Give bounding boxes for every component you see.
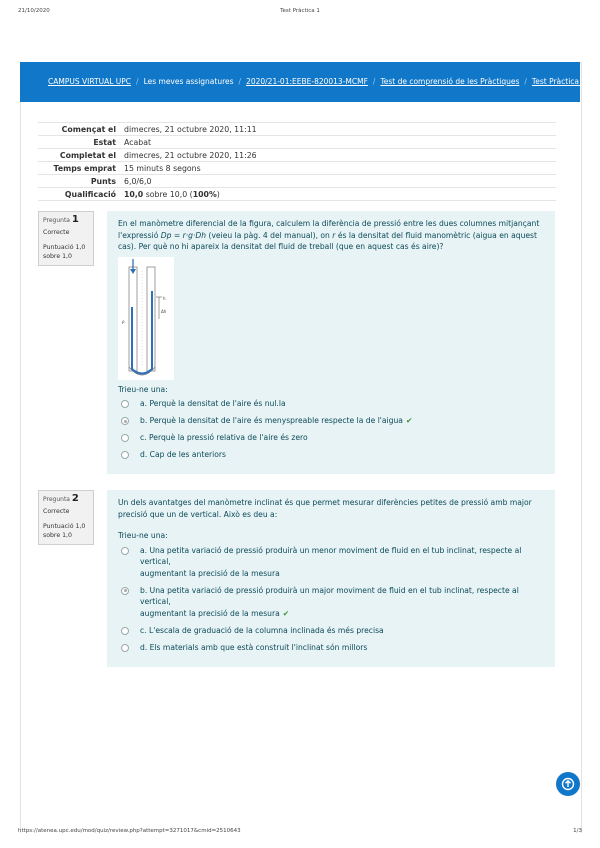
summary-value: Acabat	[122, 136, 556, 149]
option-label: c. L'escala de graduació de la columna inclinada és més precisa	[140, 625, 384, 635]
option-label: c. Perquè la pressió relativa de l'aire és zero	[140, 433, 308, 443]
figure-label-h: h	[163, 295, 166, 301]
answer-prompt: Trieu-ne una:	[118, 531, 168, 540]
option-label-line2: augmentant la precisió de la mesura	[140, 568, 280, 578]
grade-percent: 100%	[192, 189, 217, 199]
question-text-part: és la densitat del fluid manomètric (aigua en aquest cas). Per què no hi apareix la densitat del fluid de treball (que en aquest cas és aire)?	[118, 230, 537, 251]
question-text	[118, 218, 545, 253]
breadcrumb-campus[interactable]: CAMPUS VIRTUAL UPC	[48, 77, 132, 86]
print-date: 21/10/2020	[18, 8, 50, 14]
grade-close: )	[216, 189, 220, 199]
option-label: a. Perquè la densitat de l'aire és nul.la	[140, 399, 286, 408]
summary-row-time	[38, 162, 556, 175]
summary-label: Estat	[38, 136, 122, 149]
summary-row-points	[38, 175, 556, 188]
breadcrumb-separator: /	[372, 77, 376, 86]
navbar	[20, 62, 587, 102]
radio-button[interactable]	[121, 451, 129, 459]
arrow-up-circle-icon	[556, 772, 580, 796]
option-label: d. Cap de les anteriors	[140, 450, 226, 460]
summary-label: Començat el	[38, 123, 122, 136]
question-number-value: 2	[71, 493, 79, 504]
radio-button[interactable]	[121, 547, 129, 555]
breadcrumb-separator: /	[238, 77, 242, 86]
figure-label-rho: ρ	[122, 318, 125, 324]
question-2-info	[38, 490, 94, 545]
breadcrumb-section[interactable]: Test de comprensió de les Pràctiques	[380, 77, 520, 86]
summary-label: Punts	[38, 175, 122, 188]
question-number	[43, 215, 93, 225]
option-label-line1: a. Una petita variació de pressió produirà un menor moviment de fluid en el tub inclinat, respecte al vertical,	[140, 545, 522, 566]
question-label: Pregunta	[43, 217, 70, 224]
question-grade-line1: Puntuació 1,0	[43, 244, 86, 251]
question-label: Pregunta	[43, 496, 70, 503]
scroll-top-button[interactable]	[556, 772, 580, 796]
radio-button-selected[interactable]	[121, 587, 129, 595]
answer-options	[118, 545, 545, 654]
radio-button[interactable]	[121, 400, 129, 408]
answer-option-b[interactable]	[118, 585, 545, 620]
summary-value: 6,0/6,0	[122, 175, 556, 188]
breadcrumb-separator: /	[524, 77, 527, 86]
question-number-value: 1	[71, 214, 79, 225]
question-state: Correcte	[43, 229, 70, 236]
summary-row-grade	[38, 188, 556, 201]
option-label: b. Perquè la densitat de l'aire és menyspreable respecte la de l'aigua	[140, 416, 403, 426]
breadcrumb	[48, 77, 586, 86]
grade-out-of: sobre 10,0 (	[143, 189, 193, 199]
print-header	[18, 8, 582, 18]
print-url: https://atenea.upc.edu/mod/quiz/review.php?attempt=3271017&cmid=2510643	[18, 828, 241, 834]
question-1-content	[107, 211, 555, 474]
radio-button[interactable]	[121, 434, 129, 442]
question-1-info	[38, 211, 94, 266]
summary-row-started	[38, 123, 556, 136]
radio-button-selected[interactable]	[121, 417, 129, 425]
summary-label: Completat el	[38, 149, 122, 162]
answer-option-d[interactable]	[118, 642, 545, 654]
question-grade-line1: Puntuació 1,0	[43, 523, 86, 530]
attempt-summary	[38, 122, 556, 201]
answer-option-b[interactable]	[118, 415, 545, 427]
breadcrumb-my-courses[interactable]: Les meves assignatures	[143, 77, 234, 86]
answer-option-d[interactable]	[118, 449, 545, 461]
summary-value: dimecres, 21 octubre 2020, 11:11	[122, 123, 556, 136]
question-grade-line2: sobre 1,0	[43, 532, 72, 539]
manometer-diagram	[118, 257, 174, 380]
question-text-part: (veieu la pàg. 4 del manual), on	[206, 230, 333, 240]
question-number	[43, 494, 93, 504]
print-footer	[18, 828, 582, 838]
answer-option-c[interactable]	[118, 625, 545, 637]
option-label-line1: b. Una petita variació de pressió produirà un major moviment de fluid en el tub inclinat, respecte al vertical,	[140, 585, 519, 607]
question-grade-line2: sobre 1,0	[43, 253, 72, 260]
grade-score: 10,0	[124, 189, 144, 199]
question-formula: Dp = r·g·Dh	[160, 230, 207, 240]
answer-option-a[interactable]	[118, 398, 545, 410]
answer-option-a[interactable]	[118, 545, 545, 580]
check-icon: ✔	[282, 608, 290, 618]
question-state: Correcte	[43, 508, 70, 515]
summary-row-state	[38, 136, 556, 149]
radio-button[interactable]	[121, 627, 129, 635]
summary-value	[122, 188, 556, 201]
option-label-line2: augmentant la precisió de la mesura	[140, 608, 280, 618]
answer-options	[118, 398, 545, 461]
summary-value: dimecres, 21 octubre 2020, 11:26	[122, 149, 556, 162]
print-title: Test Pràctica 1	[280, 8, 320, 14]
breadcrumb-course[interactable]: 2020/21-01:EEBE-820013-MCMF	[246, 77, 368, 86]
answer-prompt: Trieu-ne una:	[118, 384, 168, 394]
check-icon: ✔	[405, 416, 413, 426]
radio-button[interactable]	[121, 644, 129, 652]
summary-label: Temps emprat	[38, 162, 122, 175]
summary-label: Qualificació	[38, 188, 122, 201]
manometer-figure	[118, 257, 174, 380]
figure-label-dh: Δh	[161, 308, 167, 314]
breadcrumb-quiz[interactable]: Test Pràctica 1	[531, 77, 587, 86]
breadcrumb-separator: /	[136, 77, 139, 86]
answer-option-c[interactable]	[118, 432, 545, 444]
question-2-content	[107, 490, 555, 667]
option-label: d. Els materials amb que està construit l'inclinat són millors	[140, 642, 368, 652]
question-text: Un dels avantatges del manòmetre inclinat és que permet mesurar diferències petites de pressió amb major precisió que un de vertical. Això es deu a:	[118, 498, 532, 519]
summary-value: 15 minuts 8 segons	[122, 162, 556, 175]
print-page-number: 1/3	[573, 828, 582, 834]
question-symbol: r	[332, 230, 336, 240]
summary-row-completed	[38, 149, 556, 162]
question-text-part: En el manòmetre diferencial de la figura, calculem la diferència de pressió entre les dues columnes mitjançant l'expressió	[118, 219, 540, 240]
